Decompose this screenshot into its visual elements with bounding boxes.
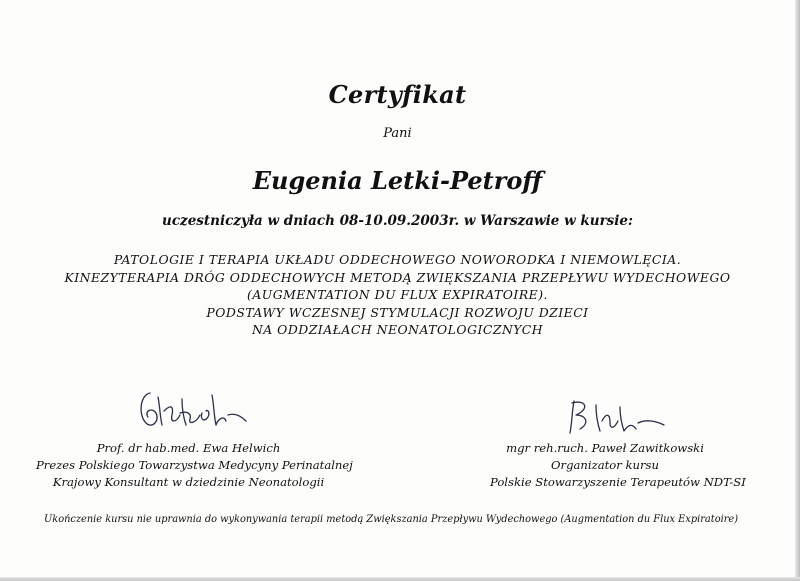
course-line: KINEZYTERAPIA DRÓG ODDECHOWYCH METODĄ ZWIĘKSZANIA PRZEPŁYWU WYDECHOWEGO [64,269,731,285]
salutation: Pani [383,126,412,141]
signatory-left-name: Prof. dr hab.med. Ewa Helwich [96,441,281,455]
recipient-name: Eugenia Letki-Petroff [252,166,543,195]
signatory-right-role-1: Organizator kursu [551,458,659,472]
course-line: NA ODDZIAŁACH NEONATOLOGICZNYCH [251,322,544,337]
course-line: PODSTAWY WCZESNEJ STYMULACJI ROZWOJU DZIECI [206,304,589,320]
page-edge-bottom [0,577,800,581]
signatory-right-name: mgr reh.ruch. Paweł Zawitkowski [506,441,704,455]
attendance-line: uczestniczyła w dniach 08-10.09.2003r. w Warszawie w kursie: [162,213,633,229]
signatory-left-role-1: Prezes Polskiego Towarzystwa Medycyny Perinatalnej [36,458,353,472]
signature-right-image [560,395,670,437]
signatory-left-role-2: Krajowy Konsultant w dziedzinie Neonatologii [52,475,325,489]
signatory-right [490,440,746,491]
page-edge-right [795,0,800,581]
course-line: PATOLOGIE I TERAPIA UKŁADU ODDECHOWEGO NOWORODKA I NIEMOWLĘCIA. [113,252,682,267]
signatory-right-role-2: Polskie Stowarzyszenie Terapeutów NDT-SI [490,475,746,489]
certificate-title: Certyfikat [328,80,467,109]
footnote: Ukończenie kursu nie uprawnia do wykonywania terapii metodą Zwiększania Przepływu Wydechowego (Augmentation du Flux Expiratoire) [44,514,739,525]
course-line: (AUGMENTATION DU FLUX EXPIRATOIRE). [247,287,548,302]
signatory-left [36,440,353,491]
course-list [0,251,795,339]
signature-left-image [130,385,250,435]
